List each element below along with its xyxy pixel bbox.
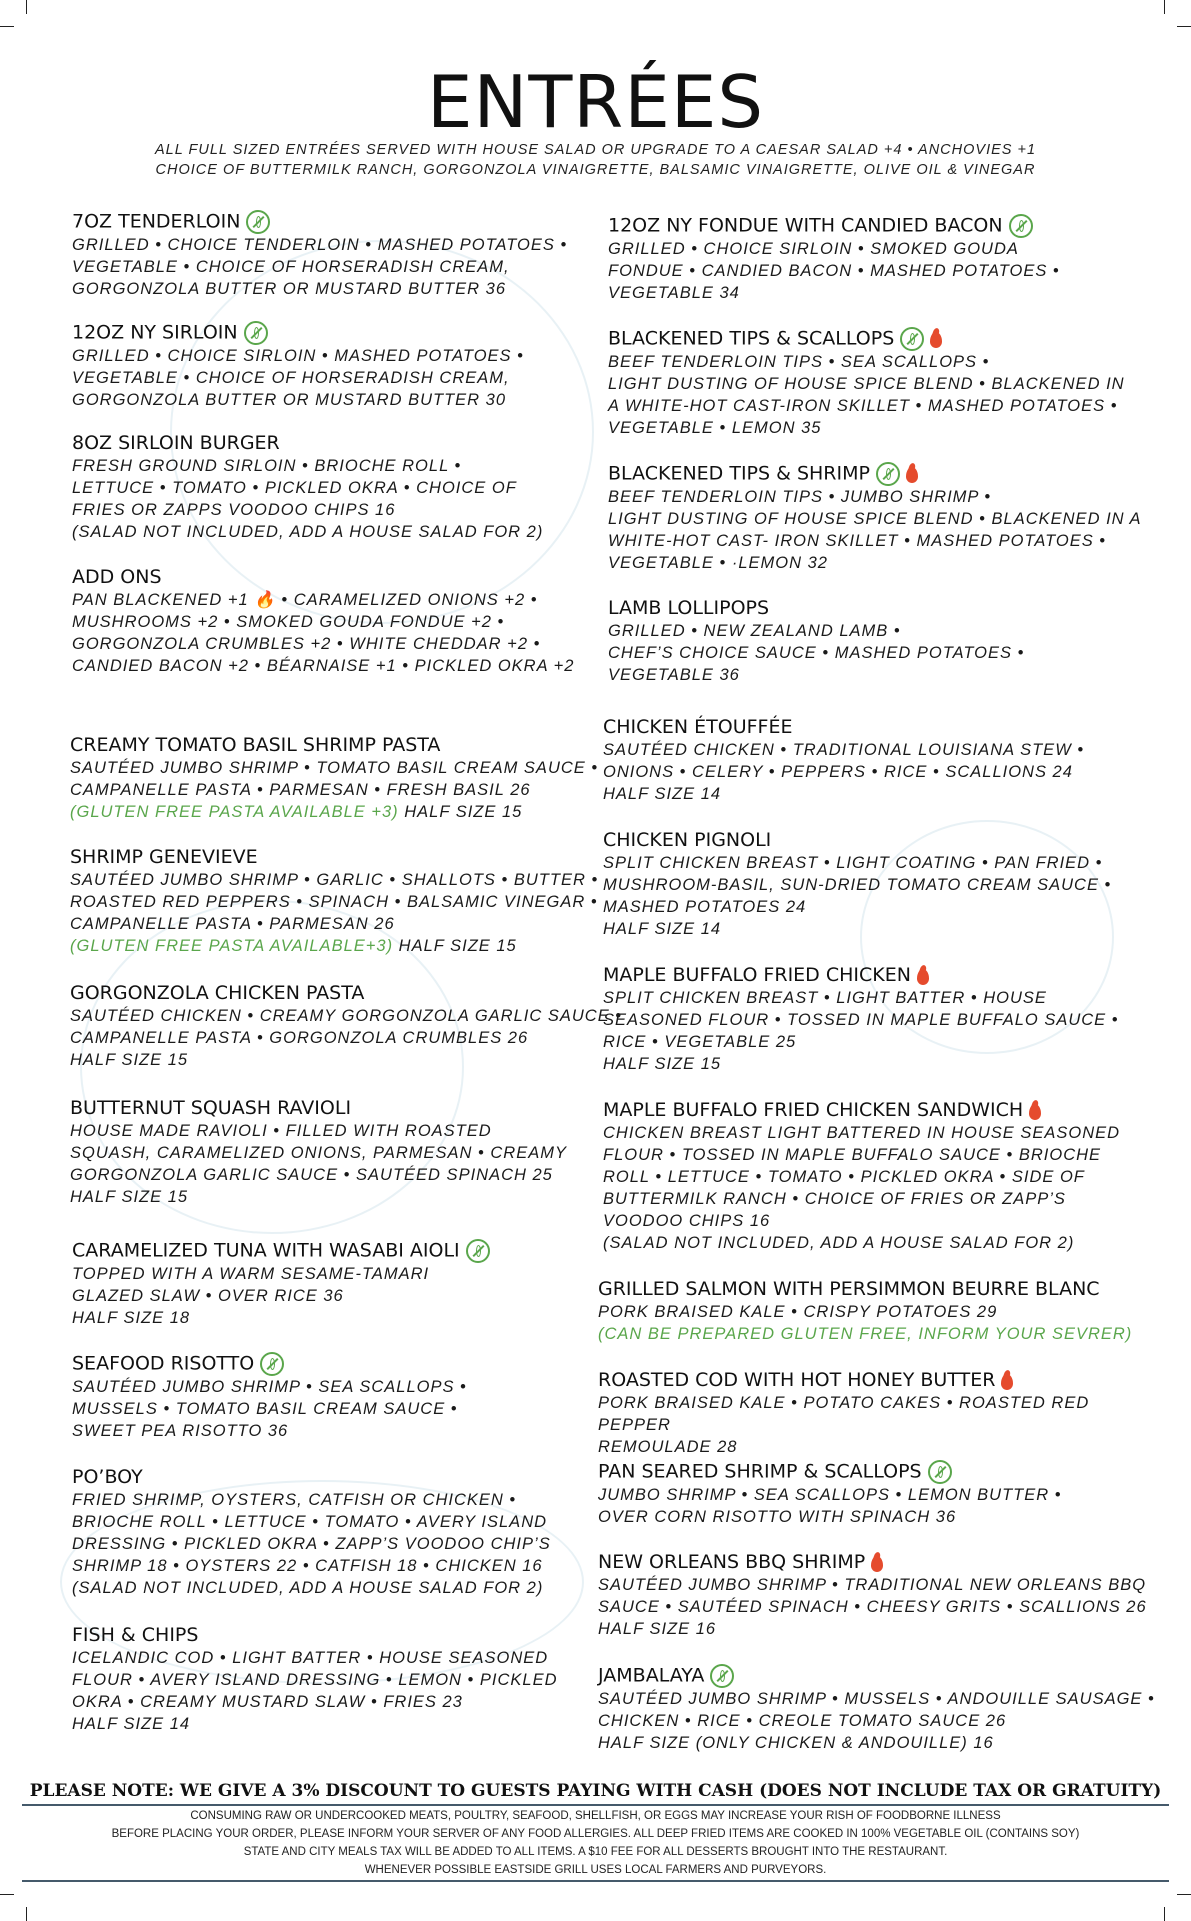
menu-item-title: CARAMELIZED TUNA WITH WASABI AIOLI: [72, 1239, 460, 1262]
menu-item-name: [70, 846, 630, 869]
disclaimer-line: CONSUMING RAW OR UNDERCOOKED MEATS, POULTRY, SEAFOOD, SHELLFISH, OR EGGS MAY INCREASE YOUR RISH OF FOODBORNE ILLNESS: [190, 1810, 1001, 1822]
menu-item-name: [598, 1551, 1158, 1574]
menu-item-description: REMOULADE 28: [598, 1438, 738, 1456]
menu-item: [72, 432, 632, 543]
menu-item-description: SPLIT CHICKEN BREAST • LIGHT BATTER • HOUSE: [603, 989, 1047, 1007]
page-title: ENTRÉES: [426, 60, 765, 144]
menu-item: [72, 566, 632, 677]
menu-item: [603, 964, 1163, 1075]
menu-item: [603, 1099, 1163, 1254]
half-size-price: HALF SIZE 15: [398, 803, 523, 821]
menu-item-description: SWEET PEA RISOTTO 36: [72, 1422, 289, 1440]
menu-item-description: JUMBO SHRIMP • SEA SCALLOPS • LEMON BUTTER •: [598, 1486, 1062, 1504]
menu-item-title: ADD ONS: [72, 566, 162, 588]
menu-item: [598, 1278, 1158, 1345]
menu-item-description: SAUTÉED JUMBO SHRIMP • SEA SCALLOPS •: [72, 1378, 467, 1396]
crop-mark: [26, 0, 27, 14]
menu-item-description: ONIONS • CELERY • PEPPERS • RICE • SCALLIONS 24: [603, 763, 1073, 781]
menu-item: [72, 1624, 632, 1735]
menu-item: [70, 982, 630, 1071]
menu-item: [72, 1352, 632, 1442]
menu-item: [598, 1551, 1158, 1640]
menu-item-description: MUSHROOMS +2 • SMOKED GOUDA FONDUE +2 •: [72, 613, 505, 631]
menu-item-description: HALF SIZE 14: [603, 785, 722, 803]
menu-item-description: GRILLED • CHOICE SIRLOIN • MASHED POTATOES •: [72, 347, 524, 365]
menu-item-description: PORK BRAISED KALE • POTATO CAKES • ROASTED RED PEPPER: [598, 1394, 1090, 1434]
menu-item: [598, 1460, 1158, 1528]
menu-item-name: [598, 1278, 1158, 1301]
menu-item-description: SQUASH, CARAMELIZED ONIONS, PARMESAN • CREAMY: [70, 1144, 567, 1162]
gluten-free-icon: [710, 1664, 734, 1688]
disclaimer-line: WHENEVER POSSIBLE EASTSIDE GRILL USES LOCAL FARMERS AND PURVEYORS.: [364, 1864, 827, 1876]
menu-item-description: RICE • VEGETABLE 25: [603, 1033, 797, 1051]
menu-item: [608, 597, 1168, 686]
menu-item-description: LIGHT DUSTING OF HOUSE SPICE BLEND • BLACKENED IN A: [608, 510, 1142, 528]
menu-item: [72, 1239, 632, 1329]
menu-item: [608, 327, 1168, 439]
menu-item-description: SAUTÉED CHICKEN • CREAMY GORGONZOLA GARLIC SAUCE •: [70, 1007, 623, 1025]
gluten-free-option: [70, 801, 630, 823]
menu-item-description: (SALAD NOT INCLUDED, ADD A HOUSE SALAD FOR 2): [603, 1234, 1075, 1252]
menu-item: [598, 1369, 1158, 1458]
menu-item-name: [603, 964, 1163, 987]
menu-item: [72, 321, 632, 411]
gluten-free-icon: [244, 321, 268, 345]
menu-item-description: SPLIT CHICKEN BREAST • LIGHT COATING • PAN FRIED •: [603, 854, 1103, 872]
menu-item-description: CAMPANELLE PASTA • PARMESAN 26: [70, 915, 395, 933]
gluten-free-option: [598, 1323, 1158, 1345]
menu-item: [603, 829, 1163, 940]
menu-item-description: VEGETABLE • ·LEMON 32: [608, 554, 828, 572]
disclaimer-line: STATE AND CITY MEALS TAX WILL BE ADDED TO ALL ITEMS. A $10 FEE FOR ALL DESSERTS BROUGHT INTO THE RESTAURANT.: [243, 1846, 948, 1858]
menu-item-description: FRESH GROUND SIRLOIN • BRIOCHE ROLL •: [72, 457, 462, 475]
menu-item-description: FLOUR • AVERY ISLAND DRESSING • LEMON • PICKLED: [72, 1671, 558, 1689]
menu-item-description: SAUTÉED CHICKEN • TRADITIONAL LOUISIANA STEW •: [603, 741, 1085, 759]
menu-item-description: MUSHROOM-BASIL, SUN-DRIED TOMATO CREAM SAUCE •: [603, 876, 1112, 894]
divider: [22, 1804, 1169, 1806]
disclaimer-line: BEFORE PLACING YOUR ORDER, PLEASE INFORM YOUR SERVER OF ANY FOOD ALLERGIES. ALL DEEP FRIED ITEMS ARE COOKED IN 100% VEGETABLE OIL (CONTAINS SOY): [111, 1828, 1080, 1840]
menu-item-title: FISH & CHIPS: [72, 1624, 199, 1646]
menu-item-name: [72, 566, 632, 589]
menu-item-description: GRILLED • NEW ZEALAND LAMB •: [608, 622, 901, 640]
menu-item-description: HOUSE MADE RAVIOLI • FILLED WITH ROASTED: [70, 1122, 492, 1140]
menu-item: [70, 734, 630, 823]
menu-item-description: DRESSING • PICKLED OKRA • ZAPP’S VOODOO CHIP’S: [72, 1535, 551, 1553]
menu-item-title: CHICKEN ÉTOUFFÉE: [603, 716, 793, 738]
menu-item: [72, 210, 632, 300]
menu-item-description: BUTTERMILK RANCH • CHOICE OF FRIES OR ZAPP’S: [603, 1190, 1066, 1208]
menu-item-description: SHRIMP 18 • OYSTERS 22 • CATFISH 18 • CHICKEN 16: [72, 1557, 543, 1575]
crop-mark: [1177, 26, 1191, 27]
gluten-free-option: [70, 935, 630, 957]
menu-item-description: (SALAD NOT INCLUDED, ADD A HOUSE SALAD FOR 2): [72, 523, 544, 541]
menu-item-description: LIGHT DUSTING OF HOUSE SPICE BLEND • BLACKENED IN: [608, 375, 1125, 393]
menu-item: [603, 716, 1163, 805]
menu-item-description: SAUTÉED JUMBO SHRIMP • GARLIC • SHALLOTS • BUTTER •: [70, 871, 599, 889]
menu-item-description: PAN BLACKENED +1 🔥 • CARAMELIZED ONIONS +2 •: [72, 591, 538, 609]
fire-icon: [928, 328, 944, 350]
fire-icon: [904, 463, 920, 485]
menu-item-title: SHRIMP GENEVIEVE: [70, 846, 258, 868]
menu-item-name: [598, 1460, 1158, 1484]
gluten-free-icon: [876, 462, 900, 486]
menu-item-title: PAN SEARED SHRIMP & SCALLOPS: [598, 1460, 922, 1483]
menu-item-description: CHICKEN • RICE • CREOLE TOMATO SAUCE 26: [598, 1712, 1007, 1730]
gluten-free-icon: [246, 210, 270, 234]
menu-item-description: HALF SIZE (ONLY CHICKEN & ANDOUILLE) 16: [598, 1734, 994, 1752]
menu-item-name: [70, 982, 630, 1005]
menu-item-description: MUSSELS • TOMATO BASIL CREAM SAUCE •: [72, 1400, 458, 1418]
menu-item-description: VEGETABLE 36: [608, 666, 740, 684]
menu-item-name: [70, 734, 630, 757]
menu-item-description: SAUTÉED JUMBO SHRIMP • TOMATO BASIL CREAM SAUCE •: [70, 759, 599, 777]
menu-item-description: GORGONZOLA BUTTER OR MUSTARD BUTTER 30: [72, 391, 507, 409]
gluten-free-icon: [928, 1460, 952, 1484]
menu-item-name: [70, 1097, 630, 1120]
menu-item-description: PORK BRAISED KALE • CRISPY POTATOES 29: [598, 1303, 998, 1321]
menu-item-description: SAUTÉED JUMBO SHRIMP • MUSSELS • ANDOUILLE SAUSAGE •: [598, 1690, 1155, 1708]
menu-item-description: A WHITE-HOT CAST-IRON SKILLET • MASHED POTATOES •: [608, 397, 1118, 415]
menu-item-description: HALF SIZE 18: [72, 1309, 191, 1327]
crop-mark: [0, 26, 14, 27]
gluten-free-icon: [900, 327, 924, 351]
menu-item-description: GRILLED • CHOICE TENDERLOIN • MASHED POTATOES •: [72, 236, 568, 254]
menu-item-name: [72, 1466, 632, 1489]
menu-item-title: 8OZ SIRLOIN BURGER: [72, 432, 280, 454]
crop-mark: [1164, 1907, 1165, 1921]
menu-item-description: FRIES OR ZAPPS VOODOO CHIPS 16: [72, 501, 396, 519]
half-size-price: HALF SIZE 15: [393, 937, 517, 955]
menu-item-name: [598, 1369, 1158, 1392]
menu-item-description: VEGETABLE • CHOICE OF HORSERADISH CREAM,: [72, 369, 510, 387]
crop-mark: [26, 1907, 27, 1921]
menu-item-description: CHICKEN BREAST LIGHT BATTERED IN HOUSE SEASONED: [603, 1124, 1121, 1142]
menu-item-description: OKRA • CREAMY MUSTARD SLAW • FRIES 23: [72, 1693, 463, 1711]
menu-item-description: FONDUE • CANDIED BACON • MASHED POTATOES •: [608, 262, 1060, 280]
menu-item-name: [608, 462, 1168, 486]
menu-item-name: [603, 1099, 1163, 1122]
menu-item-description: HALF SIZE 15: [70, 1051, 189, 1069]
menu-item-description: VEGETABLE • CHOICE OF HORSERADISH CREAM,: [72, 258, 510, 276]
menu-item-description: HALF SIZE 15: [70, 1188, 189, 1206]
menu-item-title: CHICKEN PIGNOLI: [603, 829, 772, 851]
gluten-free-icon: [260, 1352, 284, 1376]
menu-item-description: BRIOCHE ROLL • LETTUCE • TOMATO • AVERY ISLAND: [72, 1513, 548, 1531]
menu-item: [70, 846, 630, 957]
menu-item-name: [603, 829, 1163, 852]
menu-item-description: ICELANDIC COD • LIGHT BATTER • HOUSE SEASONED: [72, 1649, 549, 1667]
menu-item-title: 12OZ NY SIRLOIN: [72, 321, 238, 344]
menu-item-title: BLACKENED TIPS & SHRIMP: [608, 462, 870, 485]
divider: [22, 1880, 1169, 1882]
menu-item-title: PO’BOY: [72, 1466, 143, 1488]
gluten-free-note: (GLUTEN FREE PASTA AVAILABLE+3): [70, 937, 394, 955]
fire-icon: [915, 965, 931, 987]
menu-item-description: SAUTÉED JUMBO SHRIMP • TRADITIONAL NEW ORLEANS BBQ: [598, 1576, 1147, 1594]
menu-item-title: 7OZ TENDERLOIN: [72, 210, 241, 233]
menu-item-description: CAMPANELLE PASTA • GORGONZOLA CRUMBLES 26: [70, 1029, 529, 1047]
menu-item-description: (SALAD NOT INCLUDED, ADD A HOUSE SALAD FOR 2): [72, 1579, 544, 1597]
menu-item-description: GRILLED • CHOICE SIRLOIN • SMOKED GOUDA: [608, 240, 1019, 258]
crop-mark: [1177, 1894, 1191, 1895]
gluten-free-note: (GLUTEN FREE PASTA AVAILABLE +3): [70, 803, 399, 821]
menu-item-description: GLAZED SLAW • OVER RICE 36: [72, 1287, 344, 1305]
menu-item-description: SEASONED FLOUR • TOSSED IN MAPLE BUFFALO SAUCE •: [603, 1011, 1119, 1029]
menu-item-description: CHEF’S CHOICE SAUCE • MASHED POTATOES •: [608, 644, 1025, 662]
cash-discount-note: PLEASE NOTE: WE GIVE A 3% DISCOUNT TO GUESTS PAYING WITH CASH (DOES NOT INCLUDE TAX OR GRATUITY): [29, 1781, 1162, 1801]
menu-item-title: ROASTED COD WITH HOT HONEY BUTTER: [598, 1369, 996, 1391]
fire-icon: [869, 1552, 885, 1574]
menu-item-title: BLACKENED TIPS & SCALLOPS: [608, 327, 895, 350]
menu-item-description: GORGONZOLA GARLIC SAUCE • SAUTÉED SPINACH 25: [70, 1166, 553, 1184]
menu-item: [70, 1097, 630, 1208]
menu-item-description: ROASTED RED PEPPERS • SPINACH • BALSAMIC VINEGAR •: [70, 893, 598, 911]
menu-item-description: HALF SIZE 16: [598, 1620, 717, 1638]
menu-item-name: [72, 1239, 632, 1263]
menu-item-name: [72, 432, 632, 455]
menu-item-description: SAUCE • SAUTÉED SPINACH • CHEESY GRITS • SCALLIONS 26: [598, 1598, 1147, 1616]
crop-mark: [1164, 0, 1165, 14]
menu-item-description: HALF SIZE 14: [603, 920, 722, 938]
menu-item-name: [72, 321, 632, 345]
menu-item-description: HALF SIZE 14: [72, 1715, 191, 1733]
menu-item-title: MAPLE BUFFALO FRIED CHICKEN SANDWICH: [603, 1099, 1024, 1121]
menu-item-name: [72, 1352, 632, 1376]
menu-item-description: HALF SIZE 15: [603, 1055, 722, 1073]
menu-item-description: FLOUR • TOSSED IN MAPLE BUFFALO SAUCE • BRIOCHE: [603, 1146, 1102, 1164]
menu-item-title: LAMB LOLLIPOPS: [608, 597, 770, 619]
menu-item-description: VOODOO CHIPS 16: [603, 1212, 771, 1230]
menu-item-description: FRIED SHRIMP, OYSTERS, CATFISH OR CHICKEN •: [72, 1491, 517, 1509]
menu-item-description: BEEF TENDERLOIN TIPS • SEA SCALLOPS •: [608, 353, 990, 371]
menu-item-name: [598, 1664, 1158, 1688]
menu-item-description: VEGETABLE • LEMON 35: [608, 419, 822, 437]
menu-item-description: CAMPANELLE PASTA • PARMESAN • FRESH BASIL 26: [70, 781, 531, 799]
menu-item-description: CANDIED BACON +2 • BÉARNAISE +1 • PICKLED OKRA +2: [72, 657, 575, 675]
menu-item: [608, 462, 1168, 574]
menu-item-name: [608, 214, 1168, 238]
menu-item: [598, 1664, 1158, 1754]
menu-item-name: [608, 597, 1168, 620]
menu-item-description: LETTUCE • TOMATO • PICKLED OKRA • CHOICE OF: [72, 479, 517, 497]
menu-item-title: GRILLED SALMON WITH PERSIMMON BEURRE BLANC: [598, 1278, 1100, 1300]
menu-item-description: BEEF TENDERLOIN TIPS • JUMBO SHRIMP •: [608, 488, 992, 506]
menu-item-title: GORGONZOLA CHICKEN PASTA: [70, 982, 365, 1004]
subtitle-line: ALL FULL SIZED ENTRÉES SERVED WITH HOUSE SALAD OR UPGRADE TO A CAESAR SALAD +4 • ANCHOVIES +1: [154, 142, 1037, 158]
subtitle-line: CHOICE OF BUTTERMILK RANCH, GORGONZOLA VINAIGRETTE, BALSAMIC VINAIGRETTE, OLIVE OIL & VINEGAR: [155, 162, 1036, 178]
menu-item-description: VEGETABLE 34: [608, 284, 740, 302]
menu-item-title: BUTTERNUT SQUASH RAVIOLI: [70, 1097, 352, 1119]
menu-item-title: SEAFOOD RISOTTO: [72, 1352, 255, 1375]
gluten-free-note: (CAN BE PREPARED GLUTEN FREE, INFORM YOUR SEVRER): [598, 1325, 1133, 1343]
menu-item: [72, 1466, 632, 1599]
gluten-free-icon: [1009, 214, 1033, 238]
menu-item-description: WHITE-HOT CAST- IRON SKILLET • MASHED POTATOES •: [608, 532, 1107, 550]
menu-item-description: ROLL • LETTUCE • TOMATO • PICKLED OKRA • SIDE OF: [603, 1168, 1085, 1186]
menu-item-description: OVER CORN RISOTTO WITH SPINACH 36: [598, 1508, 957, 1526]
fire-icon: [999, 1370, 1015, 1392]
fire-icon: [1027, 1100, 1043, 1122]
menu-item-title: 12OZ NY FONDUE WITH CANDIED BACON: [608, 214, 1003, 237]
crop-mark: [0, 1894, 14, 1895]
menu-item-description: GORGONZOLA BUTTER OR MUSTARD BUTTER 36: [72, 280, 507, 298]
gluten-free-icon: [466, 1239, 490, 1263]
menu-item-name: [72, 210, 632, 234]
menu-item-description: TOPPED WITH A WARM SESAME-TAMARI: [72, 1265, 430, 1283]
menu-item-title: JAMBALAYA: [598, 1664, 705, 1687]
menu-item-title: MAPLE BUFFALO FRIED CHICKEN: [603, 964, 911, 986]
menu-item-description: GORGONZOLA CRUMBLES +2 • WHITE CHEDDAR +2 •: [72, 635, 541, 653]
menu-item-description: MASHED POTATOES 24: [603, 898, 807, 916]
menu-item-name: [72, 1624, 632, 1647]
menu-item-name: [603, 716, 1163, 739]
menu-item: [608, 214, 1168, 304]
menu-item-title: CREAMY TOMATO BASIL SHRIMP PASTA: [70, 734, 441, 756]
menu-item-title: NEW ORLEANS BBQ SHRIMP: [598, 1551, 866, 1573]
menu-item-name: [608, 327, 1168, 351]
